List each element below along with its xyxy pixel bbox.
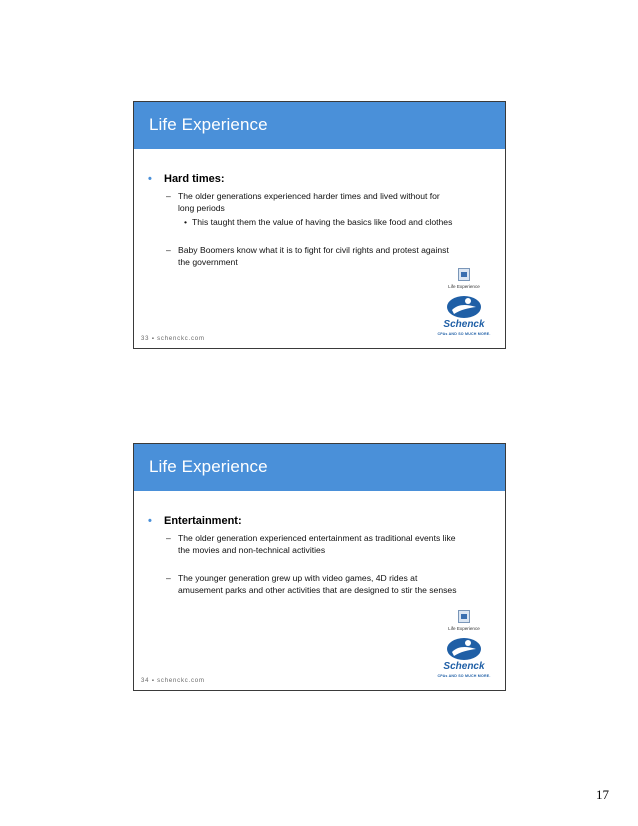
- sub-item-text: The younger generation grew up with video games, 4D rides at amusement parks and other activities that are designed to stir the senses: [178, 573, 457, 595]
- slide-title: Life Experience: [149, 115, 268, 134]
- bullet-dot-icon: •: [148, 515, 152, 527]
- dash-icon: –: [166, 245, 171, 255]
- sub-item-text: The older generations experienced harder times and lived without for long periods: [178, 191, 440, 213]
- heading-text: Hard times:: [164, 173, 225, 185]
- logo-wordmark: Schenck: [443, 661, 485, 672]
- logo-wordmark: Schenck: [443, 319, 485, 330]
- logo-caption: Life Experience: [448, 626, 480, 631]
- sub-sub-item: [148, 216, 458, 228]
- sub-item: [148, 190, 458, 214]
- schenck-emblem-icon: [446, 637, 482, 661]
- dash-icon: –: [166, 573, 171, 583]
- sub-item: [148, 572, 458, 596]
- sub-item-text: Baby Boomers know what it is to fight for civil rights and protest against the government: [178, 245, 449, 267]
- logo-tagline: CPAs AND SO MUCH MORE.: [437, 332, 491, 336]
- slide-footer: 34 ▪ schenckc.com: [141, 678, 205, 684]
- logo-tagline: CPAs AND SO MUCH MORE.: [437, 674, 491, 678]
- title-banner: [134, 444, 505, 491]
- sub-item: [148, 532, 458, 556]
- document-icon: [458, 610, 470, 623]
- slide-footer: 33 ▪ schenckc.com: [141, 336, 205, 342]
- schenck-emblem-icon: [446, 295, 482, 319]
- document-icon: [458, 268, 470, 281]
- slide-33: [133, 101, 506, 349]
- schenck-logo: [435, 610, 493, 682]
- sub-bullet-icon: •: [184, 217, 188, 227]
- slide-content: [148, 172, 458, 268]
- bullet-heading: [148, 172, 458, 186]
- slide-content: [148, 514, 458, 596]
- sub-item-text: The older generation experienced entertainment as traditional events like the movies and non-technical activities: [178, 533, 456, 555]
- dash-icon: –: [166, 191, 171, 201]
- sub-sub-item-text: This taught them the value of having the basics like food and clothes: [192, 217, 453, 227]
- heading-text: Entertainment:: [164, 515, 242, 527]
- dash-icon: –: [166, 533, 171, 543]
- title-banner: [134, 102, 505, 149]
- sub-item: [148, 244, 458, 268]
- slide-34: [133, 443, 506, 691]
- bullet-dot-icon: •: [148, 173, 152, 185]
- slide-title: Life Experience: [149, 457, 268, 476]
- page-number: 17: [596, 787, 609, 802]
- schenck-logo: [435, 268, 493, 340]
- bullet-heading: [148, 514, 458, 528]
- logo-caption: Life Experience: [448, 284, 480, 289]
